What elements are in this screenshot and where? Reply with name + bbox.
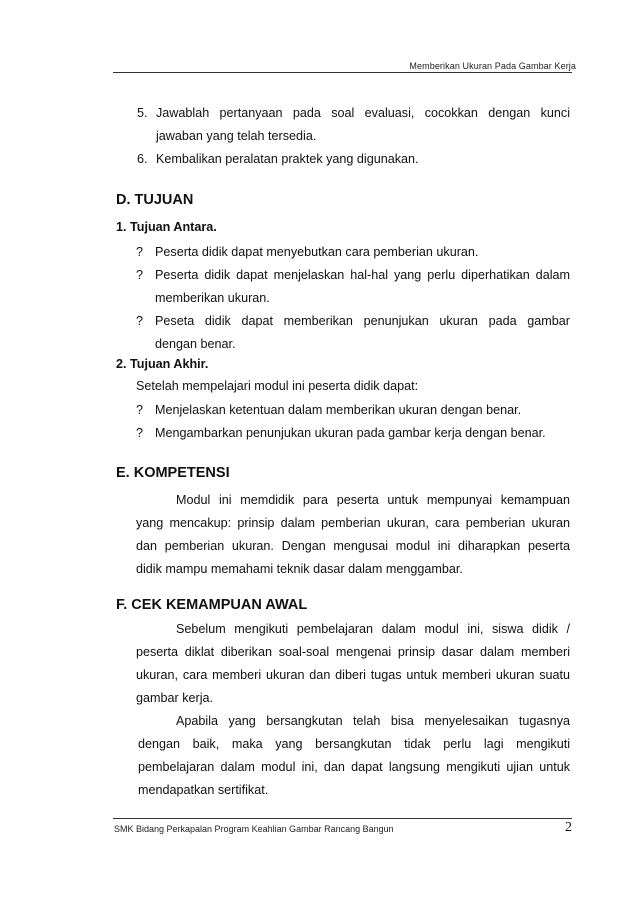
kompetensi-line-4: didik mampu memahami teknik dasar dalam menggambar.	[136, 562, 463, 576]
cek-paragraph-2-line-1: Apabila yang bersangkutan telah bisa menyelesaikan tugasnya	[176, 714, 570, 728]
subheading-tujuan-antara: 1. Tujuan Antara.	[116, 220, 217, 234]
tujuan-antara-item-3-line-2: dengan benar.	[155, 337, 236, 351]
kompetensi-line-1: Modul ini memdidik para peserta untuk mempunyai kemampuan	[176, 493, 570, 507]
kompetensi-line-3: dan pemberian ukuran. Dengan mengusai modul ini diharapkan peserta	[136, 539, 570, 553]
subheading-tujuan-akhir: 2. Tujuan Akhir.	[116, 357, 209, 371]
cek-paragraph-2-line-3: pembelajaran dalam modul ini, dan dapat langsung mengikuti ujian untuk	[138, 760, 570, 774]
section-heading-cek-kemampuan-awal: F. CEK KEMAMPUAN AWAL	[116, 597, 308, 613]
tujuan-antara-item-1: Peserta didik dapat menyebutkan cara pemberian ukuran.	[155, 245, 479, 259]
cek-paragraph-1-line-3: ukuran, cara memberi ukuran dan diberi tugas untuk memberi ukuran suatu	[136, 668, 570, 682]
page-number: 2	[565, 820, 572, 835]
bullet-glyph: ?	[136, 268, 144, 282]
step-5-line-2: jawaban yang telah tersedia.	[156, 129, 317, 143]
running-footer: SMK Bidang Perkapalan Program Keahlian Gambar Rancang Bangun	[114, 824, 394, 834]
tujuan-antara-item-2-line-1: Peserta didik dapat menjelaskan hal-hal yang perlu diperhatikan dalam	[155, 268, 570, 282]
cek-paragraph-1-line-1: Sebelum mengikuti pembelajaran dalam modul ini, siswa didik /	[176, 622, 570, 636]
step-5-number: 5.	[137, 106, 148, 120]
bullet-glyph: ?	[136, 426, 144, 440]
header-rule	[113, 72, 572, 73]
bullet-glyph: ?	[136, 314, 144, 328]
section-heading-kompetensi: E. KOMPETENSI	[116, 465, 230, 481]
footer-rule	[113, 818, 572, 819]
kompetensi-line-2: yang mencakup: prinsip dalam pemberian ukuran, cara pemberian ukuran	[136, 516, 570, 530]
cek-paragraph-1-line-4: gambar kerja.	[136, 691, 213, 705]
cek-paragraph-1-line-2: peserta diklat diberikan soal-soal mengenai prinsip dasar dalam memberi	[136, 645, 570, 659]
step-6-line-1: Kembalikan peralatan praktek yang digunakan.	[156, 152, 419, 166]
running-header: Memberikan Ukuran Pada Gambar Kerja	[409, 61, 576, 71]
cek-paragraph-2-line-2: dengan baik, maka yang bersangkutan tidak perlu lagi mengikuti	[138, 737, 570, 751]
section-heading-tujuan: D. TUJUAN	[116, 192, 194, 208]
step-5-line-1: Jawablah pertanyaan pada soal evaluasi, cocokkan dengan kunci	[156, 106, 570, 120]
tujuan-akhir-item-2: Mengambarkan penunjukan ukuran pada gambar kerja dengan benar.	[155, 426, 546, 440]
tujuan-akhir-item-1: Menjelaskan ketentuan dalam memberikan ukuran dengan benar.	[155, 403, 522, 417]
bullet-glyph: ?	[136, 245, 144, 259]
bullet-glyph: ?	[136, 403, 144, 417]
tujuan-antara-item-3-line-1: Peseta didik dapat memberikan penunjukan ukuran pada gambar	[155, 314, 570, 328]
tujuan-antara-item-2-line-2: memberikan ukuran.	[155, 291, 270, 305]
cek-paragraph-2-line-4: mendapatkan sertifikat.	[138, 783, 269, 797]
tujuan-akhir-intro: Setelah mempelajari modul ini peserta didik dapat:	[136, 379, 419, 393]
step-6-number: 6.	[137, 152, 148, 166]
